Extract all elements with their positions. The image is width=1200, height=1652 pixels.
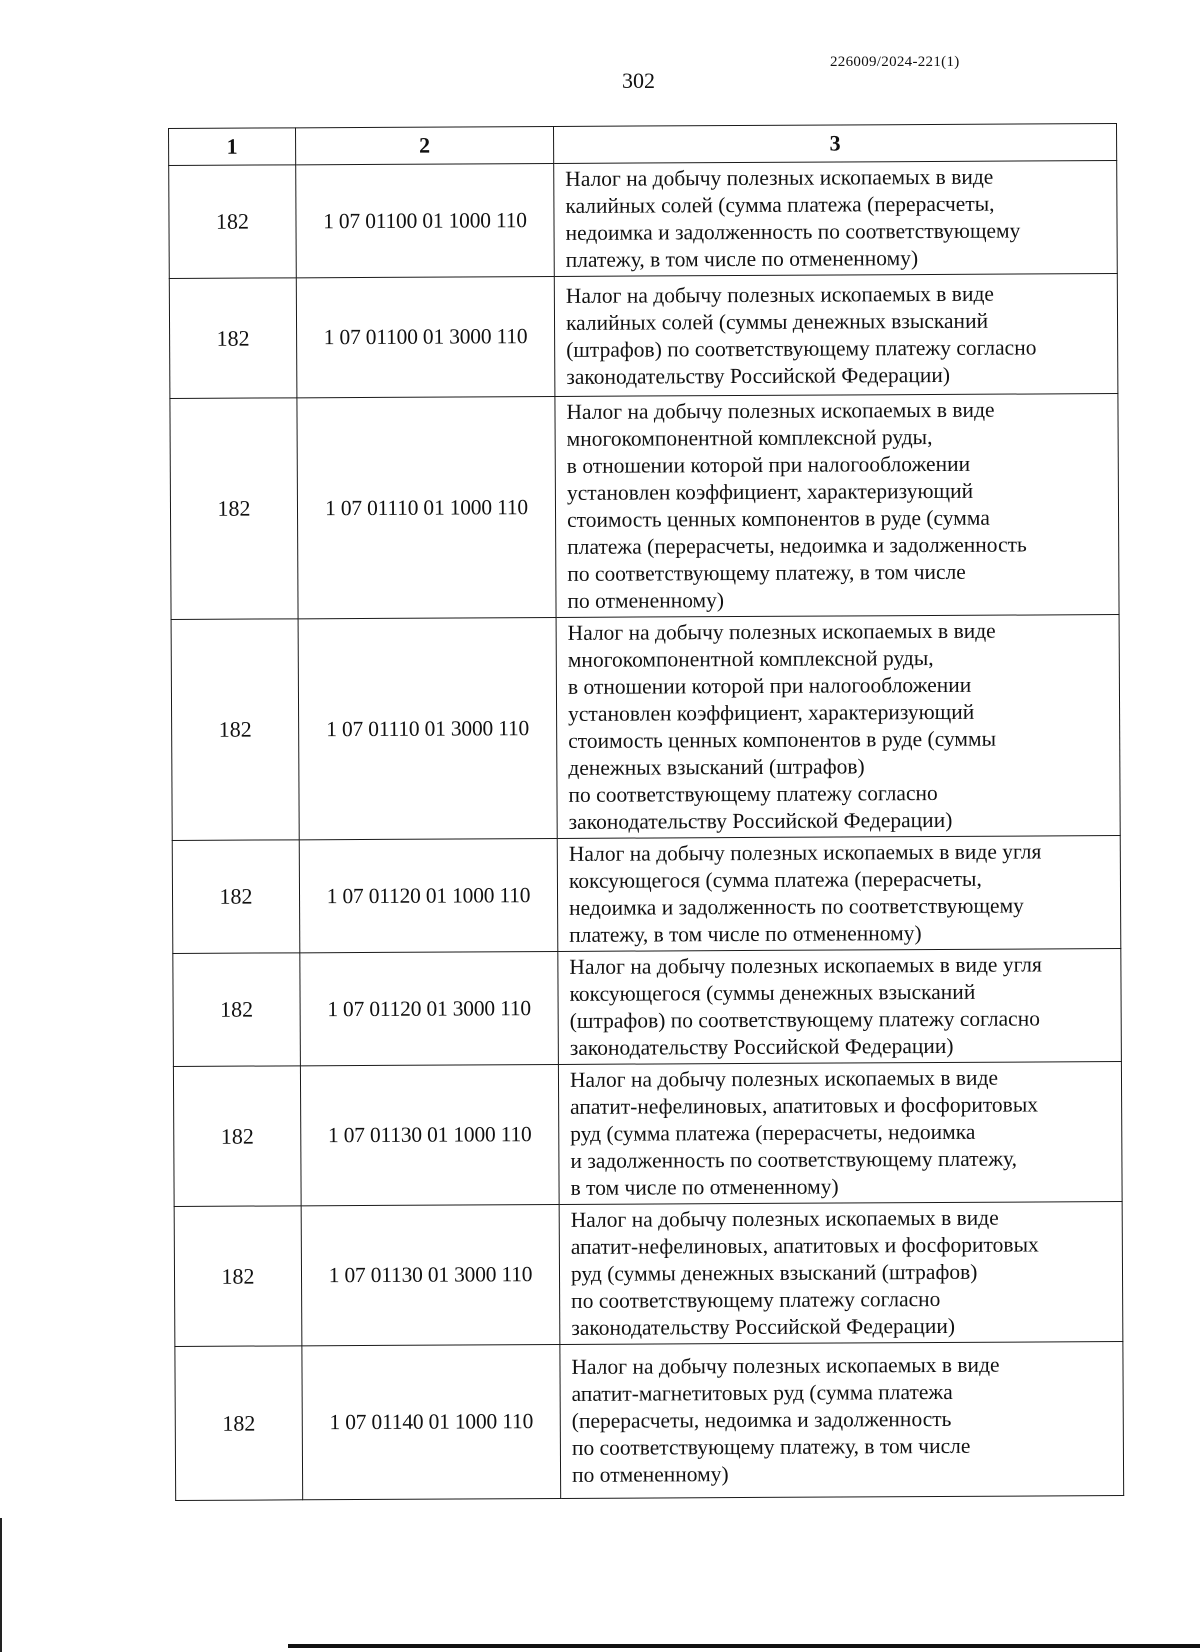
table-row	[172, 836, 1121, 954]
description-cell: Налог на добычу полезных ископаемых в виде калийных солей (суммы денежных взысканий (штрафов) по соответствующему платежу согласно законодательству Российской Федерации)	[554, 274, 1118, 397]
scan-edge-line	[0, 1518, 2, 1652]
budget-code-cell: 1 07 01110 01 3000 110	[298, 617, 557, 839]
admin-code-cell: 182	[172, 840, 300, 954]
table-row	[173, 949, 1122, 1067]
budget-code-cell: 1 07 01120 01 3000 110	[300, 951, 559, 1065]
column-header-2: 2	[296, 126, 554, 164]
admin-code-cell: 182	[173, 953, 301, 1067]
budget-code-cell: 1 07 01130 01 3000 110	[301, 1204, 560, 1345]
description-cell: Налог на добычу полезных ископаемых в виде апатит-нефелиновых, апатитовых и фосфоритовых руд (сумма платежа (перерасчеты, недоимка и задолженность по соответствующему платежу, в том числе по отмененному)	[558, 1062, 1122, 1205]
budget-code-cell: 1 07 01130 01 1000 110	[300, 1064, 559, 1205]
description-cell: Налог на добычу полезных ископаемых в виде калийных солей (сумма платежа (перерасчеты, недоимка и задолженность по соответствующему платежу, в том числе по отмененному)	[554, 161, 1118, 277]
budget-code-cell: 1 07 01110 01 1000 110	[297, 396, 556, 618]
admin-code-cell: 182	[175, 1346, 303, 1501]
description-cell: Налог на добычу полезных ископаемых в виде многокомпонентной комплексной руды, в отношении которой при налогообложении установлен коэффициент, характеризующий стоимость ценных компонентов в руде (сумма платежа (перерасчеты, недоимка и задолженность по соответствующему платежу, в том числе по отмененному)	[555, 394, 1119, 618]
admin-code-cell: 182	[173, 1066, 301, 1207]
table-row	[175, 1342, 1124, 1501]
table-row	[171, 615, 1120, 841]
budget-code-cell: 1 07 01120 01 1000 110	[299, 838, 558, 952]
revenue-codes-table	[168, 123, 1124, 1501]
table-header-row	[169, 124, 1117, 166]
column-header-1: 1	[169, 128, 296, 166]
description-cell: Налог на добычу полезных ископаемых в виде апатит-магнетитовых руд (сумма платежа (перерасчеты, недоимка и задолженность по соответствующему платежу, в том числе по отмененному)	[560, 1342, 1124, 1499]
budget-code-cell: 1 07 01100 01 1000 110	[296, 163, 555, 277]
admin-code-cell: 182	[170, 398, 298, 620]
table-row	[173, 1062, 1122, 1207]
description-cell: Налог на добычу полезных ископаемых в виде многокомпонентной комплексной руды, в отношении которой при налогообложении установлен коэффициент, характеризующий стоимость ценных компонентов в руде (суммы денежных взысканий (штрафов) по соответствующему платежу согласно законодательству Российской Федерации)	[556, 615, 1120, 839]
admin-code-cell: 182	[169, 278, 297, 399]
page-number: 302	[622, 68, 655, 93]
description-cell: Налог на добычу полезных ископаемых в виде угля коксующегося (сумма платежа (перерасчеты, недоимка и задолженность по соответствующему платежу, в том числе по отмененному)	[557, 836, 1121, 952]
description-cell: Налог на добычу полезных ископаемых в виде угля коксующегося (суммы денежных взысканий (штрафов) по соответствующему платежу согласно законодательству Российской Федерации)	[558, 949, 1122, 1065]
budget-code-cell: 1 07 01100 01 3000 110	[296, 276, 555, 397]
admin-code-cell: 182	[171, 619, 299, 841]
table-row	[174, 1202, 1123, 1347]
column-header-3: 3	[553, 124, 1116, 164]
table-row	[169, 161, 1118, 279]
budget-code-cell: 1 07 01140 01 1000 110	[302, 1344, 561, 1499]
scan-bottom-border	[288, 1644, 1200, 1648]
document-id: 226009/2024-221(1)	[830, 54, 960, 70]
admin-code-cell: 182	[169, 165, 297, 279]
table-row	[169, 274, 1118, 399]
admin-code-cell: 182	[174, 1206, 302, 1347]
table-row	[170, 394, 1119, 620]
description-cell: Налог на добычу полезных ископаемых в виде апатит-нефелиновых, апатитовых и фосфоритовых руд (суммы денежных взысканий (штрафов) по соответствующему платежу согласно законодательству Российской Федерации)	[559, 1202, 1123, 1345]
